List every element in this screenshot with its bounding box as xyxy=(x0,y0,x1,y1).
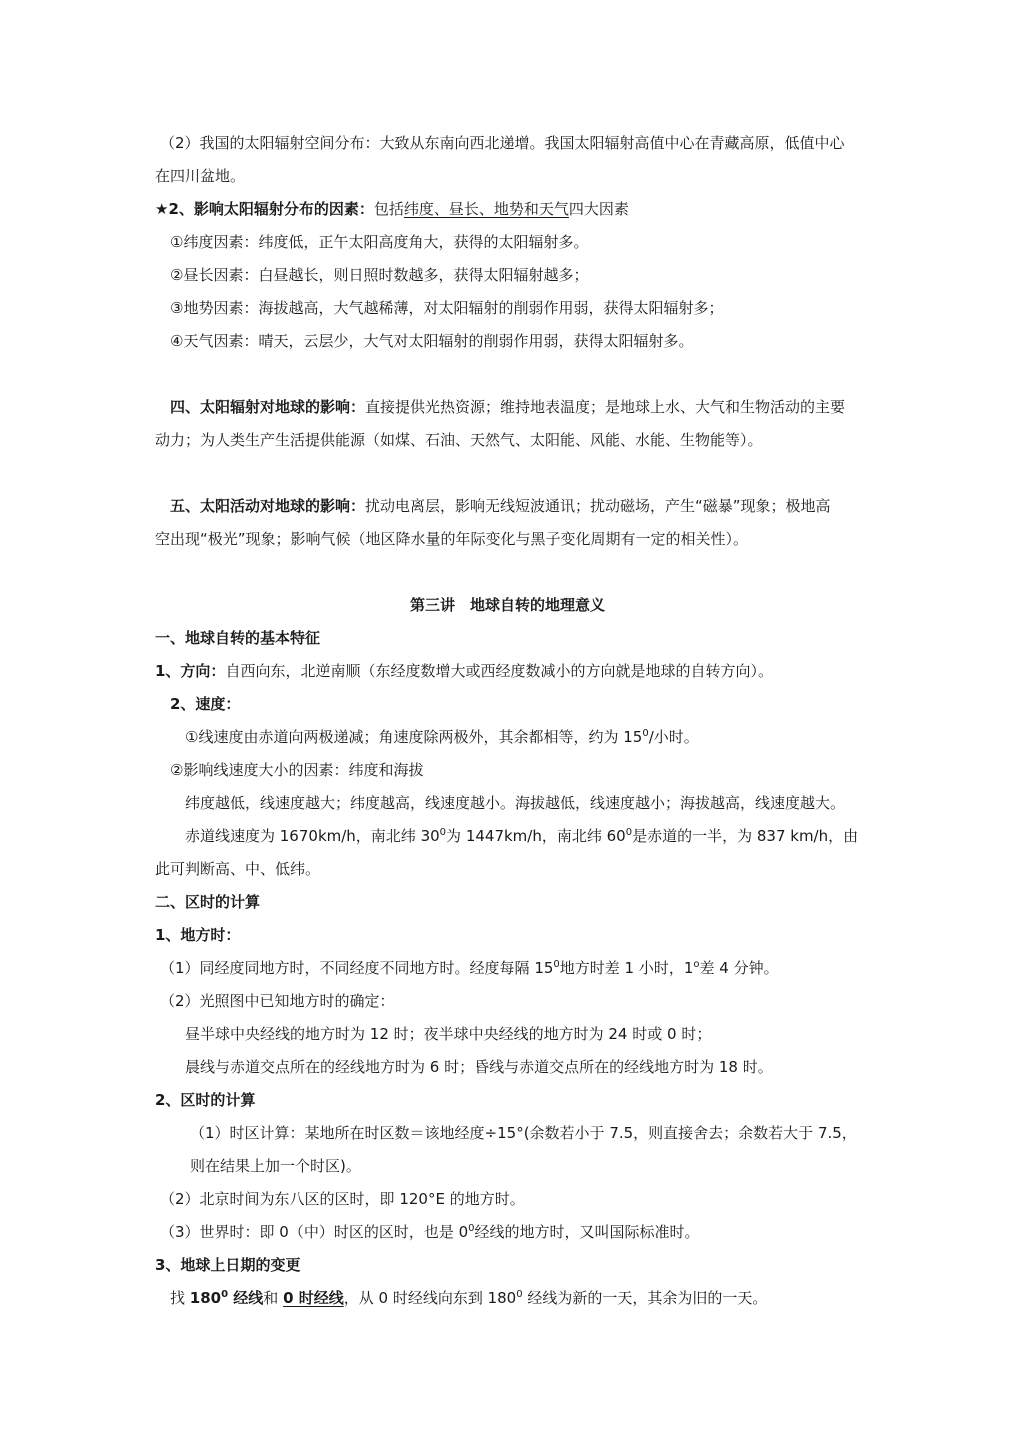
local-time-line-1 xyxy=(160,958,779,978)
degree-sup: 0 xyxy=(553,959,560,970)
section-5-text: 扰动电离层，影响无线短波通讯；扰动磁场，产生“磁暴”现象；极地高 xyxy=(365,497,831,515)
zone-time-line-1b: 则在结果上加一个时区)。 xyxy=(190,1157,361,1175)
factor-item-terrain: ③地势因素：海拔越高，大气越稀薄，对太阳辐射的削弱作用弱，获得太阳辐射多； xyxy=(170,299,724,317)
degree-sup: o xyxy=(693,959,700,970)
speed-heading: 2、速度： xyxy=(170,695,241,713)
section-5-heading: 五、太阳活动对地球的影响： xyxy=(170,497,366,515)
date-change-line xyxy=(170,1288,767,1308)
equator-speed-line xyxy=(185,826,858,846)
speed-line-2: ②影响线速度大小的因素：纬度和海拔 xyxy=(170,761,424,779)
direction-heading: 1、方向： xyxy=(155,662,226,680)
factors-pre: 包括 xyxy=(373,200,404,218)
degree-sup: 0 xyxy=(625,827,633,838)
factors-heading-line xyxy=(155,199,629,219)
degree-sup: 0 xyxy=(468,1223,475,1234)
local-time-line-4: 晨线与赤道交点所在的经线地方时为 6 时；昏线与赤道交点所在的经线地方时为 18 时。 xyxy=(185,1058,773,1076)
lt1-a: （1）同经度同地方时，不同经度不同地方时。经度每隔 15 xyxy=(160,959,554,977)
part-2-heading: 二、区时的计算 xyxy=(155,893,261,911)
speed-line-1-a: ①线速度由赤道向两极递减；角速度除两极外，其余都相等，约为 15 xyxy=(185,728,643,746)
china-radiation-line-2: 在四川盆地。 xyxy=(155,167,246,185)
degree-sup: 0 xyxy=(516,1289,523,1300)
factor-item-weather: ④天气因素：晴天，云层少，大气对太阳辐射的削弱作用弱，获得太阳辐射多。 xyxy=(170,332,694,350)
direction-line xyxy=(155,661,773,681)
local-time-line-2: （2）光照图中已知地方时的确定： xyxy=(160,992,395,1010)
section-4-line-1 xyxy=(170,397,845,417)
zone-time-line-1: （1）时区计算：某地所在时区数＝该地经度÷15°(余数若小于 7.5，则直接舍去；余数若大于 7.5， xyxy=(190,1124,857,1142)
zt3-b: 经线的地方时，又叫国际标准时。 xyxy=(474,1223,700,1241)
speed-line-1 xyxy=(185,727,699,747)
section-4-text: 直接提供光热资源；维持地表温度；是地球上水、大气和生物活动的主要 xyxy=(365,398,846,416)
direction-text: 自西向东，北逆南顺（东经度数增大或西经度数减小的方向就是地球的自转方向）。 xyxy=(225,662,773,680)
zone-time-heading: 2、区时的计算 xyxy=(155,1091,256,1109)
date-a: 找 xyxy=(170,1289,190,1307)
factors-post: 四大因素 xyxy=(568,200,629,218)
section-4-heading: 四、太阳辐射对地球的影响： xyxy=(170,398,366,416)
speed-line-1-b: /小时。 xyxy=(648,728,699,746)
speed-line-3: 纬度越低，线速度越大；纬度越高，线速度越小。海拔越低，线速度越小；海拔越高，线速度越大。 xyxy=(185,794,846,812)
date-180: 180 xyxy=(189,1289,222,1307)
lt1-c: 差 4 分钟。 xyxy=(699,959,779,977)
section-4-line-2: 动力；为人类生产生活提供能源（如煤、石油、天然气、太阳能、风能、水能、生物能等）。 xyxy=(155,431,763,449)
zone-time-line-3 xyxy=(160,1222,700,1242)
factors-underlined: 纬度、昼长、地势和天气 xyxy=(403,200,569,218)
lecture-title: 第三讲 地球自转的地理意义 xyxy=(410,596,606,614)
zt3-a: （3）世界时：即 0（中）时区的区时，也是 0 xyxy=(160,1223,469,1241)
section-5-line-2: 空出现“极光”现象；影响气候（地区降水量的年际变化与黑子变化周期有一定的相关性）。 xyxy=(155,530,749,548)
date-e: ，从 0 时经线向东到 180 xyxy=(343,1289,517,1307)
date-change-heading: 3、地球上日期的变更 xyxy=(155,1256,301,1274)
china-radiation-line-1: （2）我国的太阳辐射空间分布：大致从东南向西北递增。我国太阳辐射高值中心在青藏高原，低值中心 xyxy=(160,134,845,152)
degree-sup: 0 xyxy=(221,1289,229,1300)
degree-sup: 0 xyxy=(439,827,447,838)
equator-b: 为 1447km/h，南北纬 60 xyxy=(446,827,626,845)
local-time-line-3: 昼半球中央经线的地方时为 12 时；夜半球中央经线的地方时为 24 时或 0 时； xyxy=(185,1025,712,1043)
date-zero-meridian: 0 时经线 xyxy=(283,1289,344,1307)
equator-c: 是赤道的一半，为 837 km/h，由 xyxy=(632,827,859,845)
part-1-heading: 一、地球自转的基本特征 xyxy=(155,629,321,647)
date-f: 经线为新的一天，其余为旧的一天。 xyxy=(522,1289,768,1307)
local-time-heading: 1、地方时： xyxy=(155,926,241,944)
zone-time-line-2: （2）北京时间为东八区的区时，即 120°E 的地方时。 xyxy=(160,1190,525,1208)
equator-speed-line-2: 此可判断高、中、低纬。 xyxy=(155,860,321,878)
factors-heading: ★2、影响太阳辐射分布的因素： xyxy=(155,200,374,218)
lt1-b: 地方时差 1 小时，1 xyxy=(559,959,694,977)
date-meridian: 经线 xyxy=(228,1289,264,1307)
date-c: 和 xyxy=(263,1289,284,1307)
degree-sup: 0 xyxy=(642,728,649,739)
factor-item-daylength: ②昼长因素：白昼越长，则日照时数越多，获得太阳辐射越多； xyxy=(170,266,589,284)
equator-a: 赤道线速度为 1670km/h，南北纬 30 xyxy=(185,827,440,845)
section-5-line-1 xyxy=(170,496,831,516)
factor-item-latitude: ①纬度因素：纬度低，正午太阳高度角大，获得的太阳辐射多。 xyxy=(170,233,589,251)
